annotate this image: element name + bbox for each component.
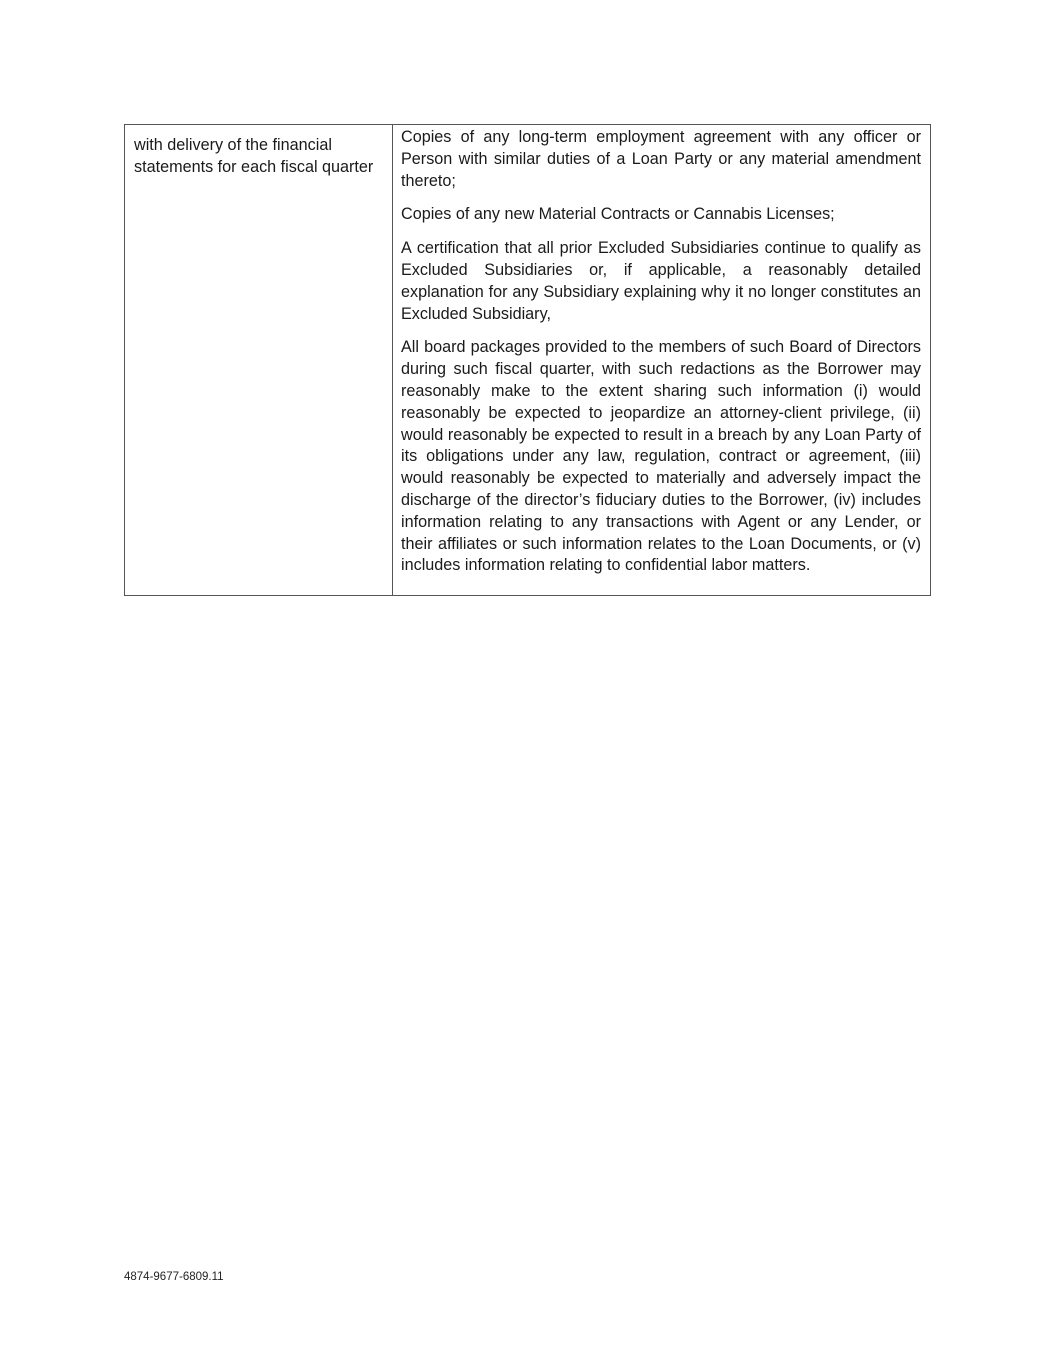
delivery-timing-cell: with delivery of the financial statements for each fiscal quarter [125,125,393,596]
reporting-requirements-table [124,124,931,596]
table-row [125,125,931,596]
deliverable-item-board-packages: All board packages provided to the members of such Board of Directors during such fiscal quarter, with such redactions as the Borrower may reasonably make to the extent sharing such information (i) would reasonably be expected to jeopardize an attorney-client privilege, (ii) would reasonably be expected to result in a breach by any Loan Party of its obligations under any law, regulation, contract or agreement, (iii) would reasonably be expected to materially and adversely impact the discharge of the director’s fiduciary duties to the Borrower, (iv) includes information relating to any transactions with Agent or any Lender, or their affiliates or such information relates to the Loan Documents, or (v) includes information relating to confidential labor matters. [401,338,921,575]
deliverables-cell [393,125,931,596]
document-id-footer: 4874-9677-6809.11 [124,1271,224,1283]
deliverable-item-excluded-subsidiaries-certification: A certification that all prior Excluded Subsidiaries continue to qualify as Excluded Subsidiaries or, if applicable, a reasonably detailed explanation for any Subsidiary explaining why it no longer constitutes an Excluded Subsidiary, [401,239,921,323]
deliverable-item-employment-agreements: Copies of any long-term employment agreement with any officer or Person with similar duties of a Loan Party or any material amendment thereto; [401,128,921,190]
deliverable-item-material-contracts: Copies of any new Material Contracts or Cannabis Licenses; [401,205,835,224]
